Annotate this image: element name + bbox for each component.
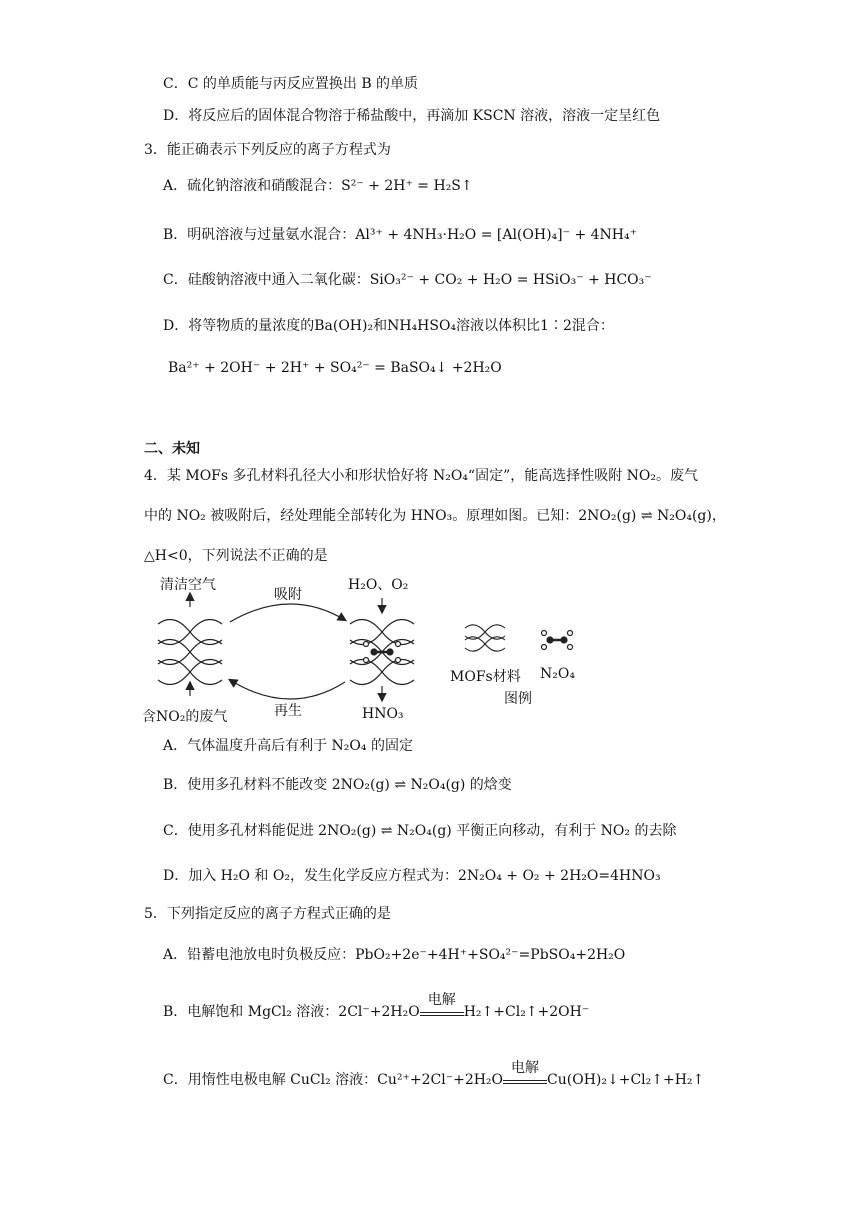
q3-option-b — [163, 225, 637, 245]
q2-option-d: D．将反应后的固体混合物溶于稀盐酸中，再滴加 KSCN 溶液，溶液一定呈红色 — [163, 108, 661, 124]
q3-stem: 3．能正确表示下列反应的离子方程式为 — [144, 142, 391, 158]
legend-title: 图例 — [504, 691, 532, 707]
q5-stem: 5．下列指定反应的离子方程式正确的是 — [144, 906, 391, 922]
q5-option-c-products: Cu(OH)₂↓+Cl₂↑+H₂↑ — [547, 1072, 705, 1088]
q3-option-c-text: C．硅酸钠溶液中通入二氧化碳： — [163, 272, 370, 288]
waste-gas-label: 含NO₂的废气 — [142, 709, 228, 725]
q3-option-c — [163, 270, 652, 290]
q4-stem-line2: 中的 NO₂ 被吸附后，经处理能全部转化为 HNO₃。原理如图。已知：2NO₂(g) ⇌ N₂O₄(g)， — [144, 508, 726, 524]
q5-option-c — [163, 1060, 705, 1090]
adsorb-label: 吸附 — [274, 587, 302, 603]
regen-label: 再生 — [274, 703, 302, 719]
section-title: 二、未知 — [144, 441, 200, 457]
product-label: HNO₃ — [362, 706, 404, 722]
q3-option-d-equation: Ba²⁺ + 2OH⁻ + 2H⁺ + SO₄²⁻ = BaSO₄↓ +2H₂O — [168, 360, 502, 376]
legend-mofs-icon — [465, 625, 505, 651]
electrolysis-label: 电解 — [511, 1060, 540, 1076]
q3-option-a-text: A．硫化钠溶液和硝酸混合： — [163, 178, 342, 194]
q5-option-b-text: B．电解饱和 MgCl₂ 溶液：2Cl⁻+2H₂O — [163, 1004, 420, 1020]
q5-option-a: A．铅蓄电池放电时负极反应：PbO₂+2e⁻+4H⁺+SO₄²⁻=PbSO₄+2H₂O — [163, 947, 626, 963]
q3-option-a-equation: S²⁻ + 2H⁺ = H₂S↑ — [341, 178, 473, 194]
q5-option-b — [163, 992, 590, 1022]
electrolysis-arrow — [503, 1060, 547, 1084]
clean-air-label: 清洁空气 — [160, 577, 216, 593]
mofs-diagram — [140, 572, 600, 732]
legend-mofs-label: MOFs材料 — [450, 669, 521, 685]
legend-n2o4-icon — [542, 631, 573, 650]
q3-option-b-text: B．明矾溶液与过量氨水混合： — [163, 227, 356, 243]
mofs-lattice-left — [158, 620, 222, 685]
q4-stem-line1: 4．某 MOFs 多孔材料孔径大小和形状恰好将 N₂O₄“固定”，能高选择性吸附 NO₂。废气 — [144, 468, 699, 484]
q3-option-b-equation: Al³⁺ + 4NH₃·H₂O = [Al(OH)₄]⁻ + 4NH₄⁺ — [355, 227, 637, 243]
q4-option-a: A．气体温度升高后有利于 N₂O₄ 的固定 — [163, 738, 413, 754]
q3-option-a — [163, 176, 473, 196]
legend-n2o4-label: N₂O₄ — [540, 666, 575, 682]
q3-option-c-equation: SiO₃²⁻ + CO₂ + H₂O = HSiO₃⁻ + HCO₃⁻ — [369, 272, 652, 288]
q4-option-d: D．加入 H₂O 和 O₂，发生化学反应方程式为：2N₂O₄ + O₂ + 2H₂O=4HNO₃ — [163, 868, 661, 884]
electrolysis-arrow — [420, 992, 464, 1016]
q4-stem-line3: △H<0，下列说法不正确的是 — [144, 548, 328, 564]
q4-option-c: C．使用多孔材料能促进 2NO₂(g) ⇌ N₂O₄(g) 平衡正向移动，有利于 NO₂ 的去除 — [163, 823, 677, 839]
q5-option-b-products: H₂↑+Cl₂↑+2OH⁻ — [463, 1004, 590, 1020]
q4-option-b: B．使用多孔材料不能改变 2NO₂(g) ⇌ N₂O₄(g) 的焓变 — [163, 777, 512, 793]
electrolysis-label: 电解 — [427, 992, 456, 1008]
q3-option-d: D．将等物质的量浓度的Ba(OH)₂和NH₄HSO₄溶液以体积比1∶2混合： — [163, 318, 614, 334]
adsorbed-n2o4 — [364, 642, 401, 663]
q2-option-c: C．C 的单质能与丙反应置换出 B 的单质 — [163, 76, 419, 92]
inputs-label: H₂O、O₂ — [348, 577, 409, 593]
q5-option-c-text: C．用惰性电极电解 CuCl₂ 溶液：Cu²⁺+2Cl⁻+2H₂O — [163, 1072, 504, 1088]
